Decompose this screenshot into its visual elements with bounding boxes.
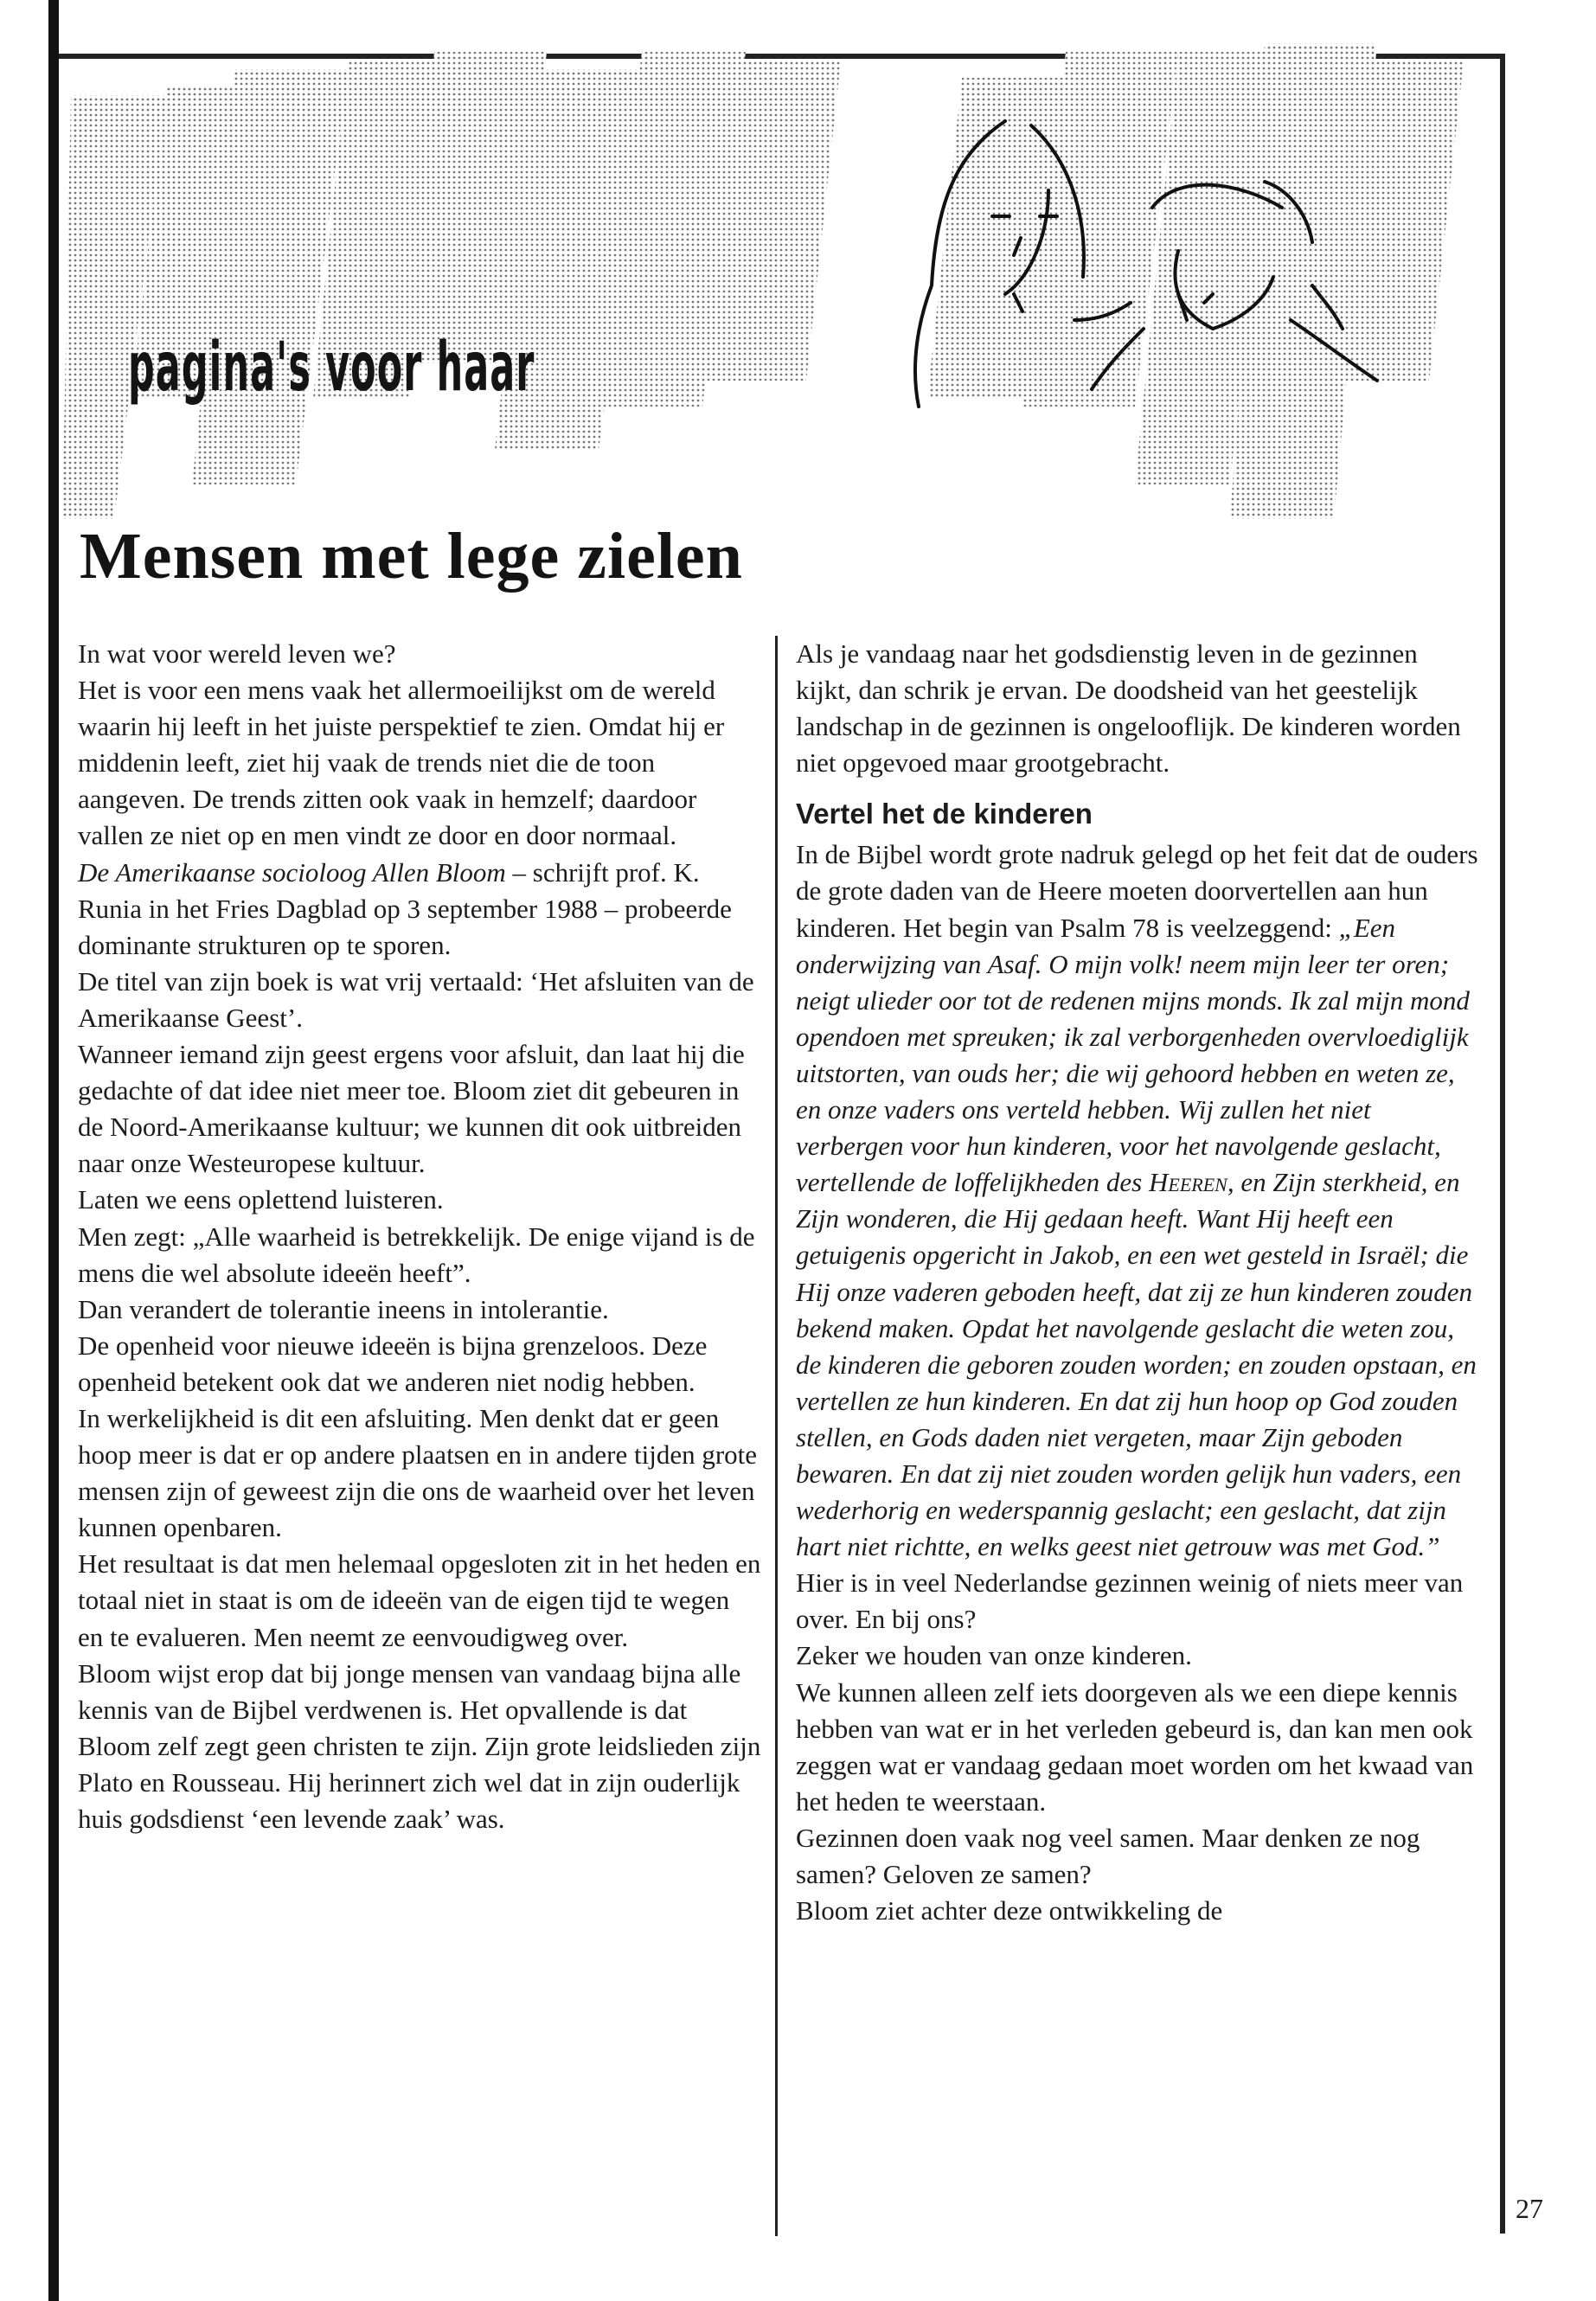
paragraph: Gezinnen doen vaak nog veel samen. Maar denken ze nog samen? Geloven ze samen? bbox=[796, 1822, 1420, 1889]
paragraph: Als je vandaag naar het godsdienstig leven in de gezinnen kijkt, dan schrik je ervan. De doodsheid van het geestelijk landschap in de gezinnen is ongelooflijk. De kinderen worden niet opgevoed maar grootgebracht. bbox=[796, 638, 1461, 779]
article-headline: Mensen met lege zielen bbox=[80, 520, 743, 593]
paragraph: In werkelijkheid is dit een afsluiting. Men denkt dat er geen hoop meer is dat er op andere plaatsen en in andere tijden grote mensen zijn of geweest zijn die ons de waarheid over het leven kunnen openbaren. bbox=[78, 1402, 758, 1543]
psalm-quote: , en Zijn sterkheid, en Zijn wonderen, die Hij gedaan heeft. Want Hij heeft een getuigenis opgericht in Jakob, en een wet gesteld in Israël; die Hij onze vaderen geboden heeft, dat zij ze hun kinderen zouden bekend maken. Opdat het navolgende geslacht die weten zou, de kinderen die geboren zouden worden; en zouden opstaan, en vertellen ze hun kinderen. En dat zij hun hoop op God zouden stellen, en Gods daden niet vergeten, maar Zijn geboden bewaren. En dat zij niet zouden worden gelijk hun vaders, een wederhorig en wederspannig geslacht; een geslacht, dat zijn hart niet richtte, en welks geest niet getrouw was met God.” bbox=[796, 1167, 1477, 1562]
halftone-lettering bbox=[62, 43, 1464, 519]
paragraph: Bloom wijst erop dat bij jonge mensen van vandaag bijna alle kennis van de Bijbel verdwenen is. Het opvallende is dat Bloom zelf zegt geen christen te zijn. Zijn grote leidslieden zijn Plato en Rousseau. Hij herinnert zich wel dat in zijn ouderlijk huis godsdienst ‘een levende zaak’ was. bbox=[78, 1657, 761, 1834]
left-column bbox=[78, 636, 761, 1837]
paragraph: Het is voor een mens vaak het allermoeilijkst om de wereld waarin hij leeft in het juiste perspektief te zien. Omdat hij er middenin leeft, ziet hij vaak de trends niet die de toon aangeven. De trends zitten ook vaak in hemzelf; daardoor vallen ze niet op en men vindt ze door en door normaal. bbox=[78, 675, 725, 851]
paragraph bbox=[78, 855, 761, 964]
paragraph bbox=[796, 836, 1479, 1565]
italic-lead: De Amerikaanse socioloog Allen Bloom bbox=[78, 856, 506, 888]
psalm-quote: „Een onderwijzing van Asaf. O mijn volk! neem mijn leer ter oren; neigt ulieder oor tot de redenen mijns monds. Ik zal mijn mond opendoen met spreuken; ik zal verborgenheden overvloediglijk uitstorten, van ouds her; die wij gehoord hebben en weten ze, en onze vaders ons verteld hebben. Wij zullen het niet verbergen voor hun kinderen, voor het navolgende geslacht, vertellende de loffelijkheden des bbox=[796, 912, 1470, 1198]
paragraph: De openheid voor nieuwe ideeën is bijna grenzeloos. Deze openheid betekent ook dat we anderen niet nodig hebben. bbox=[78, 1330, 708, 1397]
paragraph-text: In de Bijbel wordt grote nadruk gelegd op het feit dat de ouders de grote daden van de Heere moeten doorvertellen aan hun kinderen. Het begin van Psalm 78 is veelzeggend: bbox=[796, 839, 1478, 943]
paragraph: Men zegt: „Alle waarheid is betrekkelijk. De enige vijand is de mens die wel absolute ideeën heeft”. bbox=[78, 1221, 755, 1288]
page-binding-bar bbox=[48, 0, 59, 2301]
psalm-quote-smallcaps: Heeren bbox=[1149, 1167, 1227, 1198]
paragraph: Dan verandert de tolerantie ineens in intolerantie. bbox=[78, 1293, 609, 1324]
paragraph: Laten we eens oplettend luisteren. bbox=[78, 1184, 444, 1215]
page-number: 27 bbox=[1516, 2193, 1543, 2224]
paragraph: Bloom ziet achter deze ontwikkeling de bbox=[796, 1895, 1223, 1926]
paragraph: Hier is in veel Nederlandse gezinnen weinig of niets meer van over. En bij ons? bbox=[796, 1567, 1464, 1635]
banner-illustration bbox=[62, 35, 1490, 571]
paragraph: We kunnen alleen zelf iets doorgeven als we een diepe kennis hebben van wat er in het verleden gebeurd is, dan kan men ook zeggen wat er vandaag gedaan moet worden om het kwaad van het heden te weerstaan. bbox=[796, 1676, 1474, 1817]
column-divider bbox=[775, 636, 778, 2236]
right-column bbox=[796, 636, 1479, 1929]
section-title: pagina's voor haar bbox=[128, 329, 535, 407]
paragraph: Zeker we houden van onze kinderen. bbox=[796, 1640, 1192, 1671]
paragraph-text: – schrijft prof. K. Runia in het Fries Dagblad op 3 september 1988 – probeerde dominante strukturen op te sporen. bbox=[78, 856, 732, 960]
paragraph: Wanneer iemand zijn geest ergens voor afsluit, dan laat hij die gedachte of dat idee niet meer toe. Bloom ziet dit gebeuren in de Noord-Amerikaanse kultuur; we kunnen dit ook uitbreiden naar onze Westeuropese kultuur. bbox=[78, 1039, 745, 1179]
paragraph: De titel van zijn boek is wat vrij vertaald: ‘Het afsluiten van de Amerikaanse Geest’. bbox=[78, 965, 754, 1033]
paragraph: Het resultaat is dat men helemaal opgesloten zit in het heden en totaal niet in staat is om de ideeën van de eigen tijd te wegen en te evalueren. Men neemt ze eenvoudigweg over. bbox=[78, 1548, 761, 1652]
section-banner bbox=[62, 35, 1490, 571]
frame-right-rule bbox=[1500, 54, 1505, 2234]
paragraph: In wat voor wereld leven we? bbox=[78, 638, 396, 669]
subheading: Vertel het de kinderen bbox=[796, 798, 1093, 830]
